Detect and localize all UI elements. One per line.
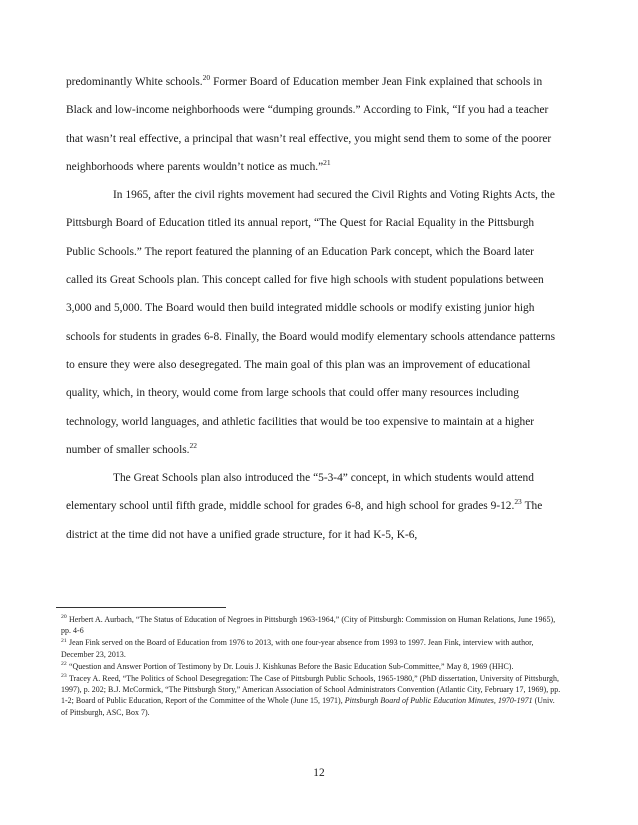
footnote-entry (61, 673, 561, 719)
text-run: (Univ. of Pittsburgh, ASC, Box 7). (61, 696, 555, 717)
text-run: Former Board of Education member Jean Fink explained that schools in Black and low-income neighborhoods were “dumping grounds.” According to Fink, “If you had a teacher that wasn’t real effective, a principal that wasn’t real effective, you might send them to some of the poorer neighborhoods where parents wouldn’t notice as much.” (66, 76, 552, 173)
text-run: predominantly White schools. (66, 76, 203, 88)
text-run: “Question and Answer Portion of Testimony by Dr. Louis J. Kishkunas Before the Basic Education Sub-Committee,” May 8, 1969 (HHC). (68, 661, 514, 671)
footnote-number: 23 (61, 672, 67, 679)
italic-title: Pittsburgh Board of Public Education Minutes, 1970-1971 (344, 696, 533, 706)
footnote-number: 21 (61, 637, 67, 644)
footnote-marker: 23 (514, 497, 522, 507)
text-run: The Great Schools plan also introduced the “5-3-4” concept, in which students would attend elementary school until fifth grade, middle school for grades 6-8, and high school for grades 9-12. (66, 472, 534, 513)
footnote-entry (61, 637, 561, 660)
body-paragraph (66, 181, 556, 464)
text-run: Herbert A. Aurbach, “The Status of Education of Negroes in Pittsburgh 1963-1964,” (City of Pittsburgh: Commission on Human Relations, June 1965), pp. 4-6 (61, 615, 556, 636)
footnote-entry (61, 661, 561, 672)
text-run: Jean Fink served on the Board of Education from 1976 to 2013, with one four-year absence from 1993 to 1997. Jean Fink, interview with author, December 23, 2013. (61, 638, 534, 659)
footnote-marker: 21 (323, 158, 331, 168)
text-run: In 1965, after the civil rights movement had secured the Civil Rights and Voting Rights Acts, the Pittsburgh Board of Education titled its annual report, “The Quest for Racial Equality in the Pittsburgh Public Schools.” The report featured the planning of an Education Park concept, which the Board later called its Great Schools plan. This concept called for five high schools with student populations between 3,000 and 5,000. The Board would then build integrated middle schools or modify existing junior high schools for students in grades 6-8. Finally, the Board would modify elementary schools attendance patterns to ensure they were also desegregated. The main goal of this plan was an improvement of educational quality, which, in theory, would come from large schools that could offer many resources including technology, world languages, and athletic facilities that would be too expensive to maintain at a higher number of smaller schools. (66, 189, 555, 456)
footnote-marker: 20 (202, 73, 211, 83)
footnotes-block (61, 614, 561, 719)
body-paragraph (66, 68, 556, 181)
body-text-block (66, 68, 556, 549)
body-paragraph (66, 464, 556, 549)
footnote-marker: 22 (189, 441, 197, 451)
footnote-number: 22 (61, 661, 67, 667)
text-run: Tracey A. Reed, “The Politics of School Desegregation: The Case of Pittsburgh Public Schools, 1965-1980,” (PhD dissertation, University of Pittsburgh, 1997), p. 202; B.J. McCormick, “The Pittsburgh Story,” American Association of School Administrators Convention (Atlantic City, February 17, 1969), pp. 1-2; Board of Public Education, Report of the Committee of the Whole (June 15, 1971), (61, 673, 561, 706)
body-paragraphs-container (66, 68, 556, 549)
footnote-entry (61, 614, 561, 637)
text-run: The district at the time did not have a unified grade structure, for it had K-5, K-6, (66, 500, 543, 541)
page-number: 12 (313, 767, 325, 779)
footnote-separator-rule (56, 607, 226, 608)
footnote-number: 20 (61, 614, 67, 621)
footnotes-container (61, 614, 561, 718)
